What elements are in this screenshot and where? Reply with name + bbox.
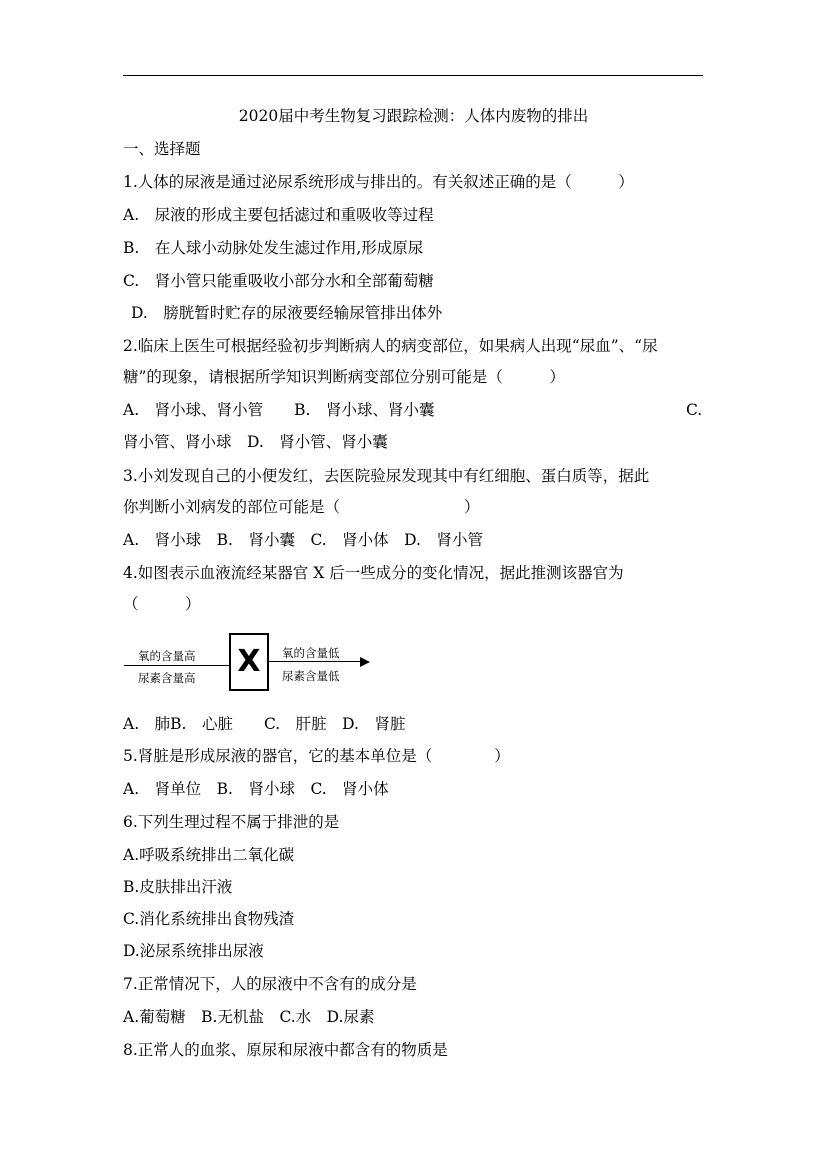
q4-stem-line2: （ ） (123, 595, 201, 613)
q2-stem-line2: 糖”的现象，请根据所学知识判断病变部位分别可能是（ ） (123, 368, 565, 386)
q7-options: A.葡萄糖 B.无机盐 C.水 D.尿素 (123, 1008, 375, 1026)
q2-options-ab: A. 肾小球、肾小管 B. 肾小球、肾小囊 (123, 401, 435, 419)
q6-option-a: A.呼吸系统排出二氧化碳 (123, 846, 295, 864)
q1-option-a: A. 尿液的形成主要包括滤过和重吸收等过程 (123, 206, 434, 224)
organ-x-diagram (124, 633, 374, 695)
q1-option-d: D. 膀胱暂时贮存的尿液要经输尿管排出体外 (131, 304, 443, 322)
q5-stem: 5.肾脏是形成尿液的器官，它的基本单位是（ ） (123, 747, 510, 765)
q8-stem: 8.正常人的血浆、原尿和尿液中都含有的物质是 (123, 1041, 448, 1059)
q2-stem-line1: 2.临床上医生可根据经验初步判断病人的病变部位，如果病人出现“尿血”、“尿 (123, 337, 658, 355)
section-heading: 一、选择题 (123, 140, 201, 158)
q3-stem-line2: 你判断小刘病发的部位可能是（ ） (123, 498, 480, 516)
q4-options: A. 肺B. 心脏 C. 肝脏 D. 肾脏 (123, 715, 406, 733)
q7-stem: 7.正常情况下，人的尿液中不含有的成分是 (123, 975, 417, 993)
q1-option-c: C. 肾小管只能重吸收小部分水和全部葡萄糖 (123, 272, 434, 290)
arrow-head-icon (360, 657, 370, 667)
q5-options: A. 肾单位 B. 肾小球 C. 肾小体 (123, 780, 389, 798)
diagram-right-top-label: 氧的含量低 (282, 646, 340, 660)
diagram-output-arrow (269, 661, 361, 662)
q2-option-c-letter: C. (686, 401, 703, 419)
q1-option-b: B. 在人球小动脉处发生滤过作用,形成原尿 (123, 239, 424, 257)
diagram-left-bottom-label: 尿素含量高 (138, 671, 196, 685)
organ-x-box: X (229, 633, 269, 691)
q3-options: A. 肾小球 B. 肾小囊 C. 肾小体 D. 肾小管 (123, 531, 483, 549)
page-title: 2020届中考生物复习跟踪检测：人体内废物的排出 (238, 107, 589, 125)
q4-stem-line1: 4.如图表示血液流经某器官 X 后一些成分的变化情况，据此推测该器官为 (123, 564, 624, 582)
q2-options-cd: 肾小管、肾小球 D. 肾小管、肾小囊 (123, 433, 388, 451)
diagram-left-top-label: 氧的含量高 (138, 649, 196, 663)
q6-option-b: B.皮肤排出汗液 (123, 878, 233, 896)
q6-option-d: D.泌尿系统排出尿液 (123, 942, 264, 960)
q3-stem-line1: 3.小刘发现自己的小便发红，去医院验尿发现其中有红细胞、蛋白质等，据此 (123, 467, 650, 485)
diagram-input-arrow (124, 665, 229, 666)
q1-stem: 1.人体的尿液是通过泌尿系统形成与排出的。有关叙述正确的是（ ） (123, 173, 634, 191)
header-rule (123, 75, 703, 76)
diagram-right-bottom-label: 尿素含量低 (282, 669, 340, 683)
q6-stem: 6.下列生理过程不属于排泄的是 (123, 813, 340, 831)
q6-option-c: C.消化系统排出食物残渣 (123, 910, 295, 928)
